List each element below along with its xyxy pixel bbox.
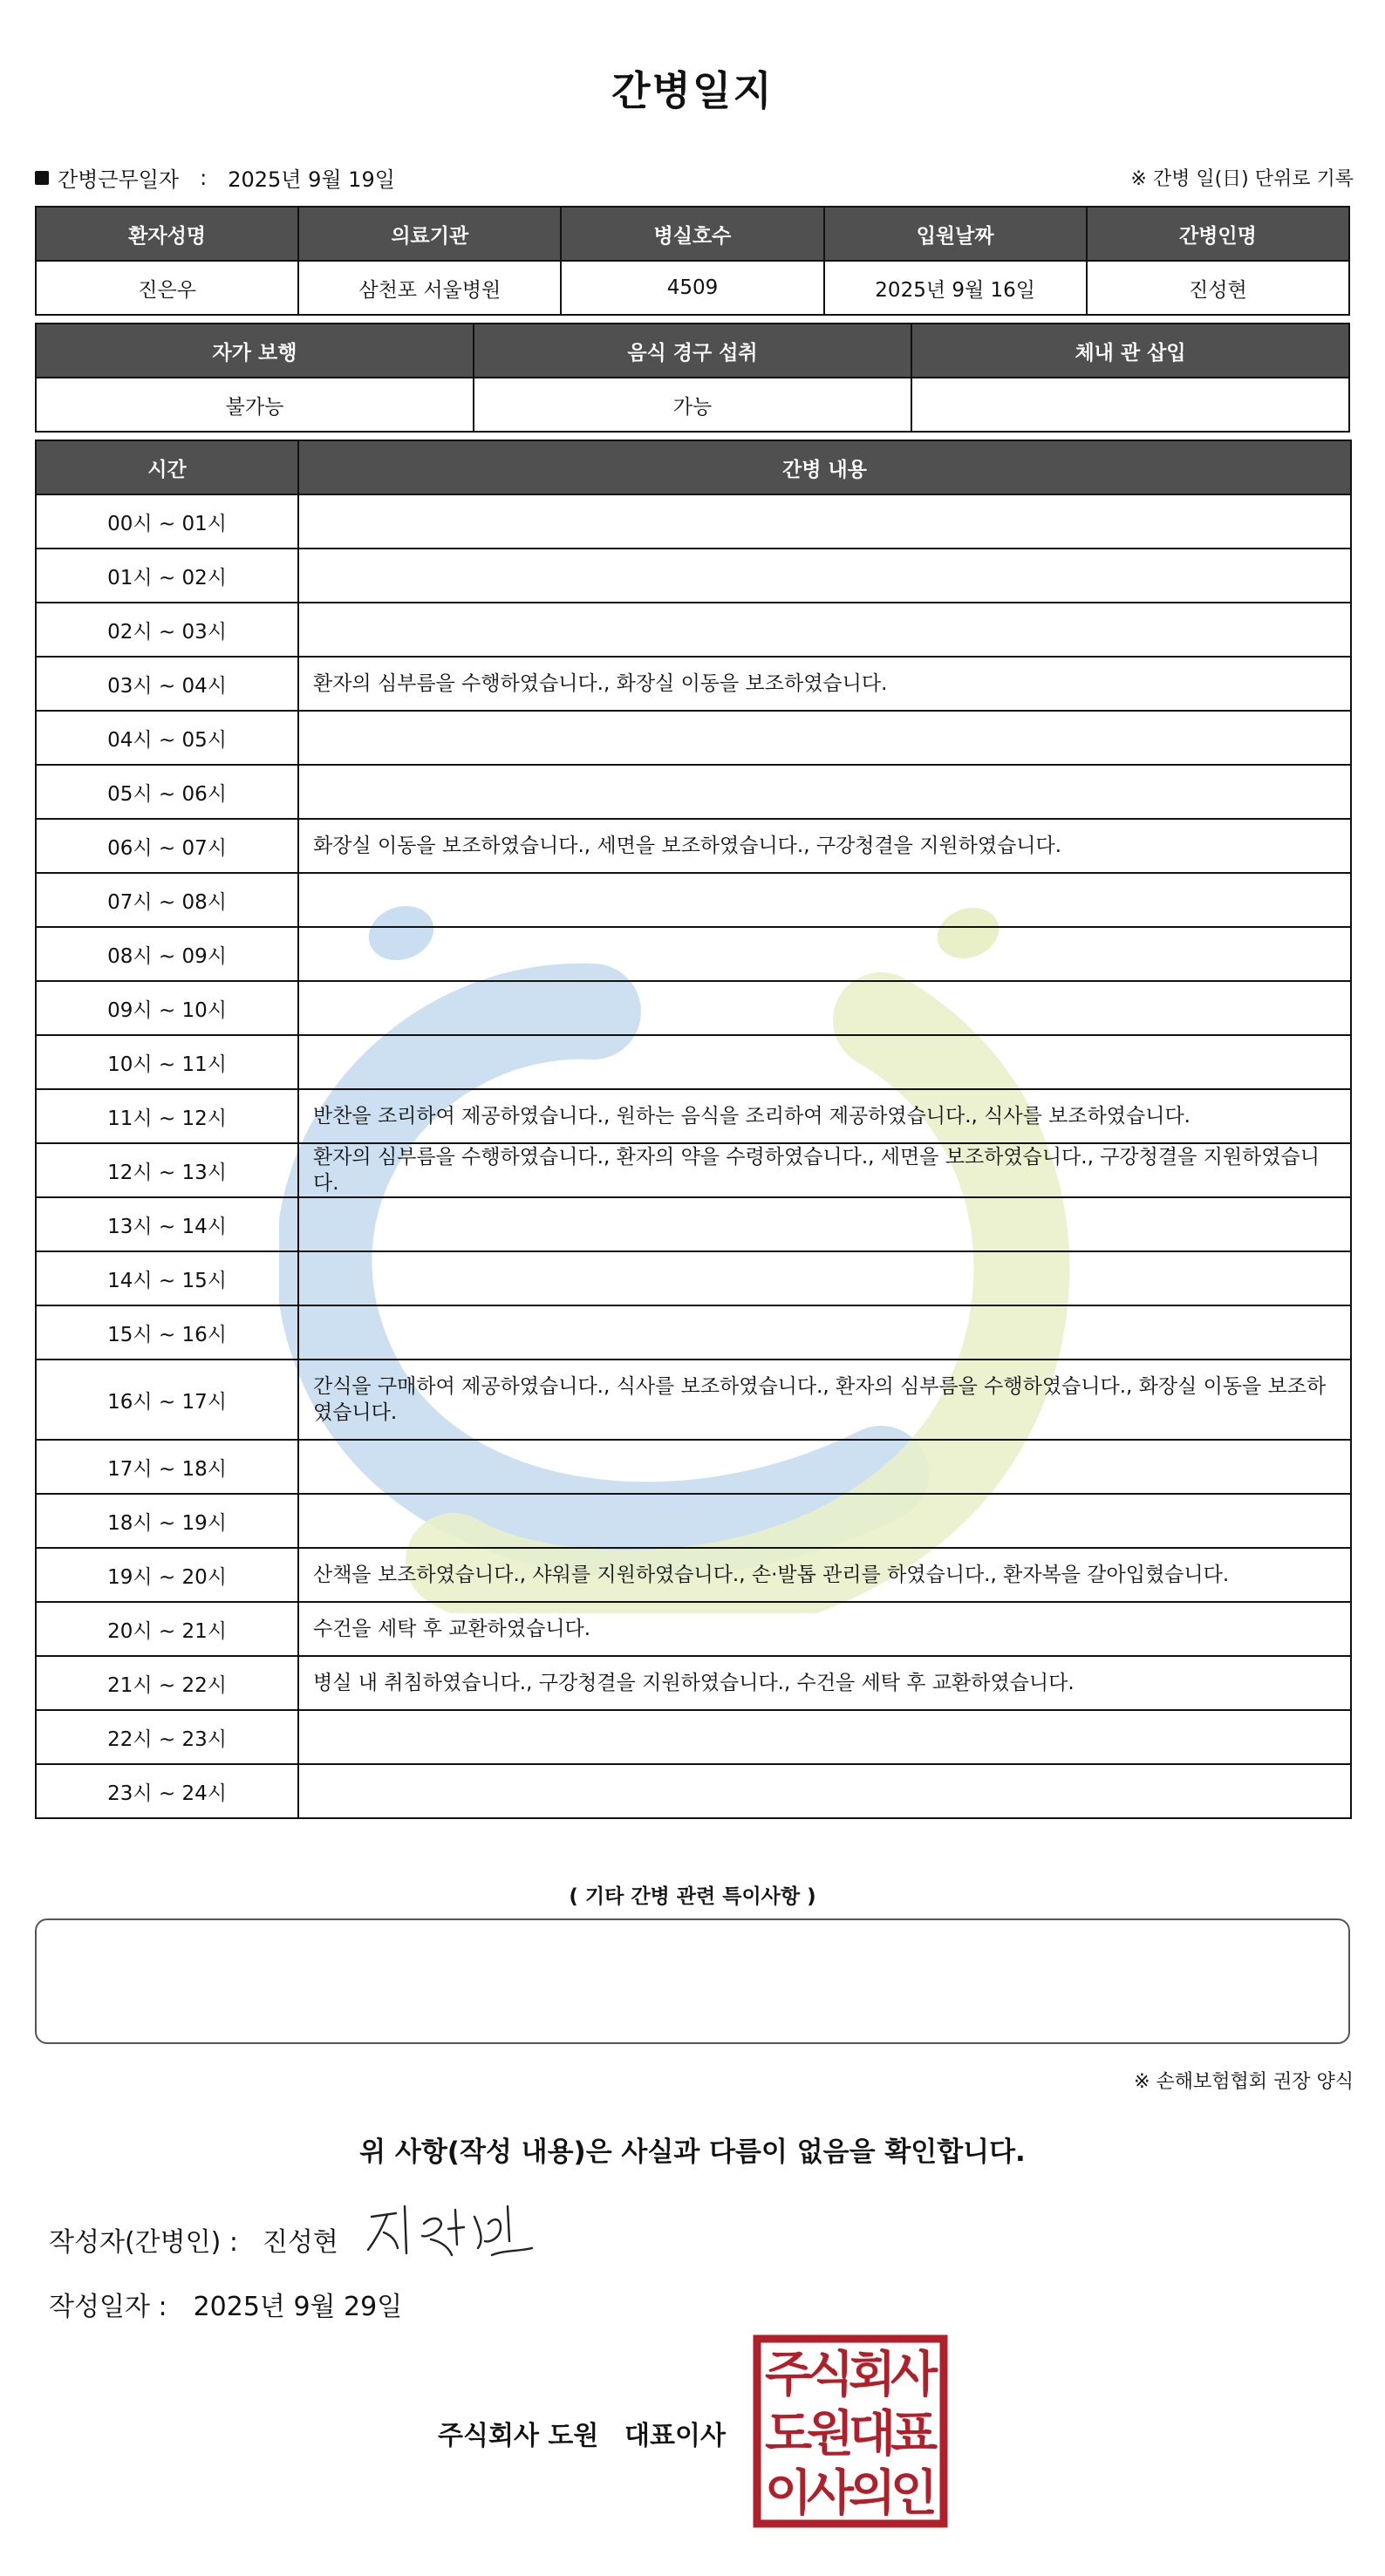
svg-text:원: 원 <box>806 2406 855 2463</box>
work-date-row <box>35 162 395 193</box>
care-log-row <box>36 549 1351 603</box>
care-log-content: 수건을 세탁 후 교환하였습니다. <box>298 1602 1351 1656</box>
care-log-time: 19시 ~ 20시 <box>36 1548 298 1602</box>
care-log-row <box>36 1035 1351 1089</box>
care-log-content <box>298 1251 1351 1305</box>
confirmation-statement: 위 사항(작성 내용)은 사실과 다름이 없음을 확인합니다. <box>359 2136 1026 2168</box>
patient-name: 진은우 <box>36 261 298 315</box>
care-log-row <box>36 1656 1351 1710</box>
care-log-row <box>36 1143 1351 1197</box>
care-log-content: 환자의 심부름을 수행하였습니다., 환자의 약을 수령하였습니다., 세면을 보조하였습니다., 구강청결을 지원하였습니다. <box>298 1143 1351 1197</box>
care-log-row <box>36 1360 1351 1440</box>
care-log-row <box>36 1494 1351 1548</box>
care-log-content <box>298 765 1351 819</box>
oral-intake-value: 가능 <box>474 378 911 432</box>
care-log-row <box>36 927 1351 981</box>
care-log-time: 02시 ~ 03시 <box>36 603 298 657</box>
care-log-time: 13시 ~ 14시 <box>36 1197 298 1251</box>
svg-text:인: 인 <box>890 2465 938 2522</box>
daily-record-note: ※ 간병 일(日) 단위로 기록 <box>1130 168 1354 190</box>
care-log-time: 00시 ~ 01시 <box>36 494 298 549</box>
care-log-row <box>36 765 1351 819</box>
care-log-content <box>298 1440 1351 1494</box>
company-name: 주식회사 도원 <box>438 2421 599 2451</box>
svg-text:식: 식 <box>806 2347 855 2403</box>
care-log-time: 01시 ~ 02시 <box>36 549 298 603</box>
care-log-time: 11시 ~ 12시 <box>36 1089 298 1143</box>
care-log-row <box>36 1197 1351 1251</box>
extra-notes-box <box>35 1918 1350 2044</box>
care-log-time: 22시 ~ 23시 <box>36 1710 298 1764</box>
care-log-time: 04시 ~ 05시 <box>36 711 298 765</box>
care-log-row <box>36 494 1351 549</box>
care-log-time: 16시 ~ 17시 <box>36 1360 298 1440</box>
care-log-content <box>298 549 1351 603</box>
header-oral-intake: 음식 경구 섭취 <box>474 324 911 378</box>
caregiver-name: 진성현 <box>1087 261 1349 315</box>
care-log-content <box>298 1494 1351 1548</box>
care-log-content <box>298 603 1351 657</box>
care-log-time: 21시 ~ 22시 <box>36 1656 298 1710</box>
header-time: 시간 <box>36 440 298 494</box>
room-number: 4509 <box>561 261 823 315</box>
care-log-content <box>298 927 1351 981</box>
header-care-content: 간병 내용 <box>298 440 1351 494</box>
ceo-title: 대표이사 <box>624 2421 726 2451</box>
writer-row <box>49 2220 338 2259</box>
care-log-content <box>298 1197 1351 1251</box>
bullet-square-icon <box>35 171 49 185</box>
header-hospital: 의료기관 <box>298 207 561 261</box>
svg-text:사: 사 <box>890 2347 938 2403</box>
header-admission-date: 입원날짜 <box>824 207 1087 261</box>
care-log-row <box>36 1251 1351 1305</box>
care-log-time: 17시 ~ 18시 <box>36 1440 298 1494</box>
header-self-walking: 자가 보행 <box>36 324 474 378</box>
writer-name: 진성현 <box>262 2227 338 2258</box>
svg-text:의: 의 <box>848 2465 897 2522</box>
care-log-time: 15시 ~ 16시 <box>36 1305 298 1360</box>
care-log-time: 09시 ~ 10시 <box>36 981 298 1035</box>
svg-text:사: 사 <box>806 2465 855 2522</box>
care-log-time: 08시 ~ 09시 <box>36 927 298 981</box>
care-log-table <box>35 440 1352 1819</box>
handwritten-signature <box>361 2198 536 2267</box>
work-date-label: 간병근무일자 <box>58 167 180 192</box>
care-log-row <box>36 873 1351 927</box>
admission-date: 2025년 9월 16일 <box>824 261 1087 315</box>
svg-text:도: 도 <box>764 2406 813 2463</box>
care-log-row <box>36 1089 1351 1143</box>
care-log-row <box>36 1764 1351 1818</box>
header-patient-name: 환자성명 <box>36 207 298 261</box>
insurer-form-note: ※ 손해보험협회 권장 양식 <box>1134 2071 1354 2093</box>
svg-text:대: 대 <box>848 2406 897 2463</box>
written-date-value: 2025년 9월 29일 <box>193 2292 403 2322</box>
care-log-content <box>298 1305 1351 1360</box>
care-log-content: 화장실 이동을 보조하였습니다., 세면을 보조하였습니다., 구강청결을 지원하였습니다. <box>298 819 1351 873</box>
care-log-row <box>36 819 1351 873</box>
care-log-content <box>298 711 1351 765</box>
header-caregiver-name: 간병인명 <box>1087 207 1349 261</box>
header-tube-insertion: 체내 관 삽입 <box>911 324 1349 378</box>
care-log-time: 06시 ~ 07시 <box>36 819 298 873</box>
written-date-row <box>49 2285 402 2323</box>
hospital-name: 삼천포 서울병원 <box>298 261 561 315</box>
company-seal-stamp <box>752 2334 949 2529</box>
header-room-number: 병실호수 <box>561 207 823 261</box>
work-date-value: 2025년 9월 19일 <box>228 167 395 192</box>
care-log-time: 07시 ~ 08시 <box>36 873 298 927</box>
care-log-time: 18시 ~ 19시 <box>36 1494 298 1548</box>
patient-status-table <box>35 323 1350 433</box>
work-date-separator: : <box>200 165 208 190</box>
writer-label: 작성자(간병인) : <box>49 2227 238 2258</box>
care-log-content: 반찬을 조리하여 제공하였습니다., 원하는 음식을 조리하여 제공하였습니다., 식사를 보조하였습니다. <box>298 1089 1351 1143</box>
self-walking-value: 불가능 <box>36 378 474 432</box>
svg-text:이: 이 <box>764 2465 813 2522</box>
care-log-row <box>36 1602 1351 1656</box>
care-log-row <box>36 1548 1351 1602</box>
patient-info-table <box>35 206 1350 316</box>
care-log-content: 환자의 심부름을 수행하였습니다., 화장실 이동을 보조하였습니다. <box>298 657 1351 711</box>
care-log-content: 간식을 구매하여 제공하였습니다., 식사를 보조하였습니다., 환자의 심부름을 수행하였습니다., 화장실 이동을 보조하였습니다. <box>298 1360 1351 1440</box>
care-log-content <box>298 981 1351 1035</box>
care-log-content <box>298 873 1351 927</box>
care-log-row <box>36 981 1351 1035</box>
svg-text:표: 표 <box>890 2406 938 2463</box>
care-log-content: 병실 내 취침하였습니다., 구강청결을 지원하였습니다., 수건을 세탁 후 교환하였습니다. <box>298 1656 1351 1710</box>
tube-insertion-value <box>911 378 1349 432</box>
care-log-content <box>298 1035 1351 1089</box>
care-log-content <box>298 1764 1351 1818</box>
care-log-content: 산책을 보조하였습니다., 샤워를 지원하였습니다., 손·발톱 관리를 하였습니다., 환자복을 갈아입혔습니다. <box>298 1548 1351 1602</box>
svg-text:주: 주 <box>764 2347 813 2403</box>
care-log-time: 10시 ~ 11시 <box>36 1035 298 1089</box>
care-log-row <box>36 657 1351 711</box>
svg-text:회: 회 <box>848 2347 897 2403</box>
care-log-row <box>36 1440 1351 1494</box>
page-title: 간병일지 <box>611 67 774 114</box>
written-date-label: 작성일자 : <box>49 2292 167 2322</box>
care-log-time: 23시 ~ 24시 <box>36 1764 298 1818</box>
care-log-time: 20시 ~ 21시 <box>36 1602 298 1656</box>
care-log-time: 03시 ~ 04시 <box>36 657 298 711</box>
care-log-row <box>36 711 1351 765</box>
care-log-row <box>36 1305 1351 1360</box>
care-log-time: 12시 ~ 13시 <box>36 1143 298 1197</box>
care-log-time: 05시 ~ 06시 <box>36 765 298 819</box>
care-log-content <box>298 494 1351 549</box>
care-log-row <box>36 1710 1351 1764</box>
care-log-time: 14시 ~ 15시 <box>36 1251 298 1305</box>
care-log-row <box>36 603 1351 657</box>
care-log-content <box>298 1710 1351 1764</box>
extra-notes-label: ( 기타 간병 관련 특이사항 ) <box>569 1885 816 1908</box>
